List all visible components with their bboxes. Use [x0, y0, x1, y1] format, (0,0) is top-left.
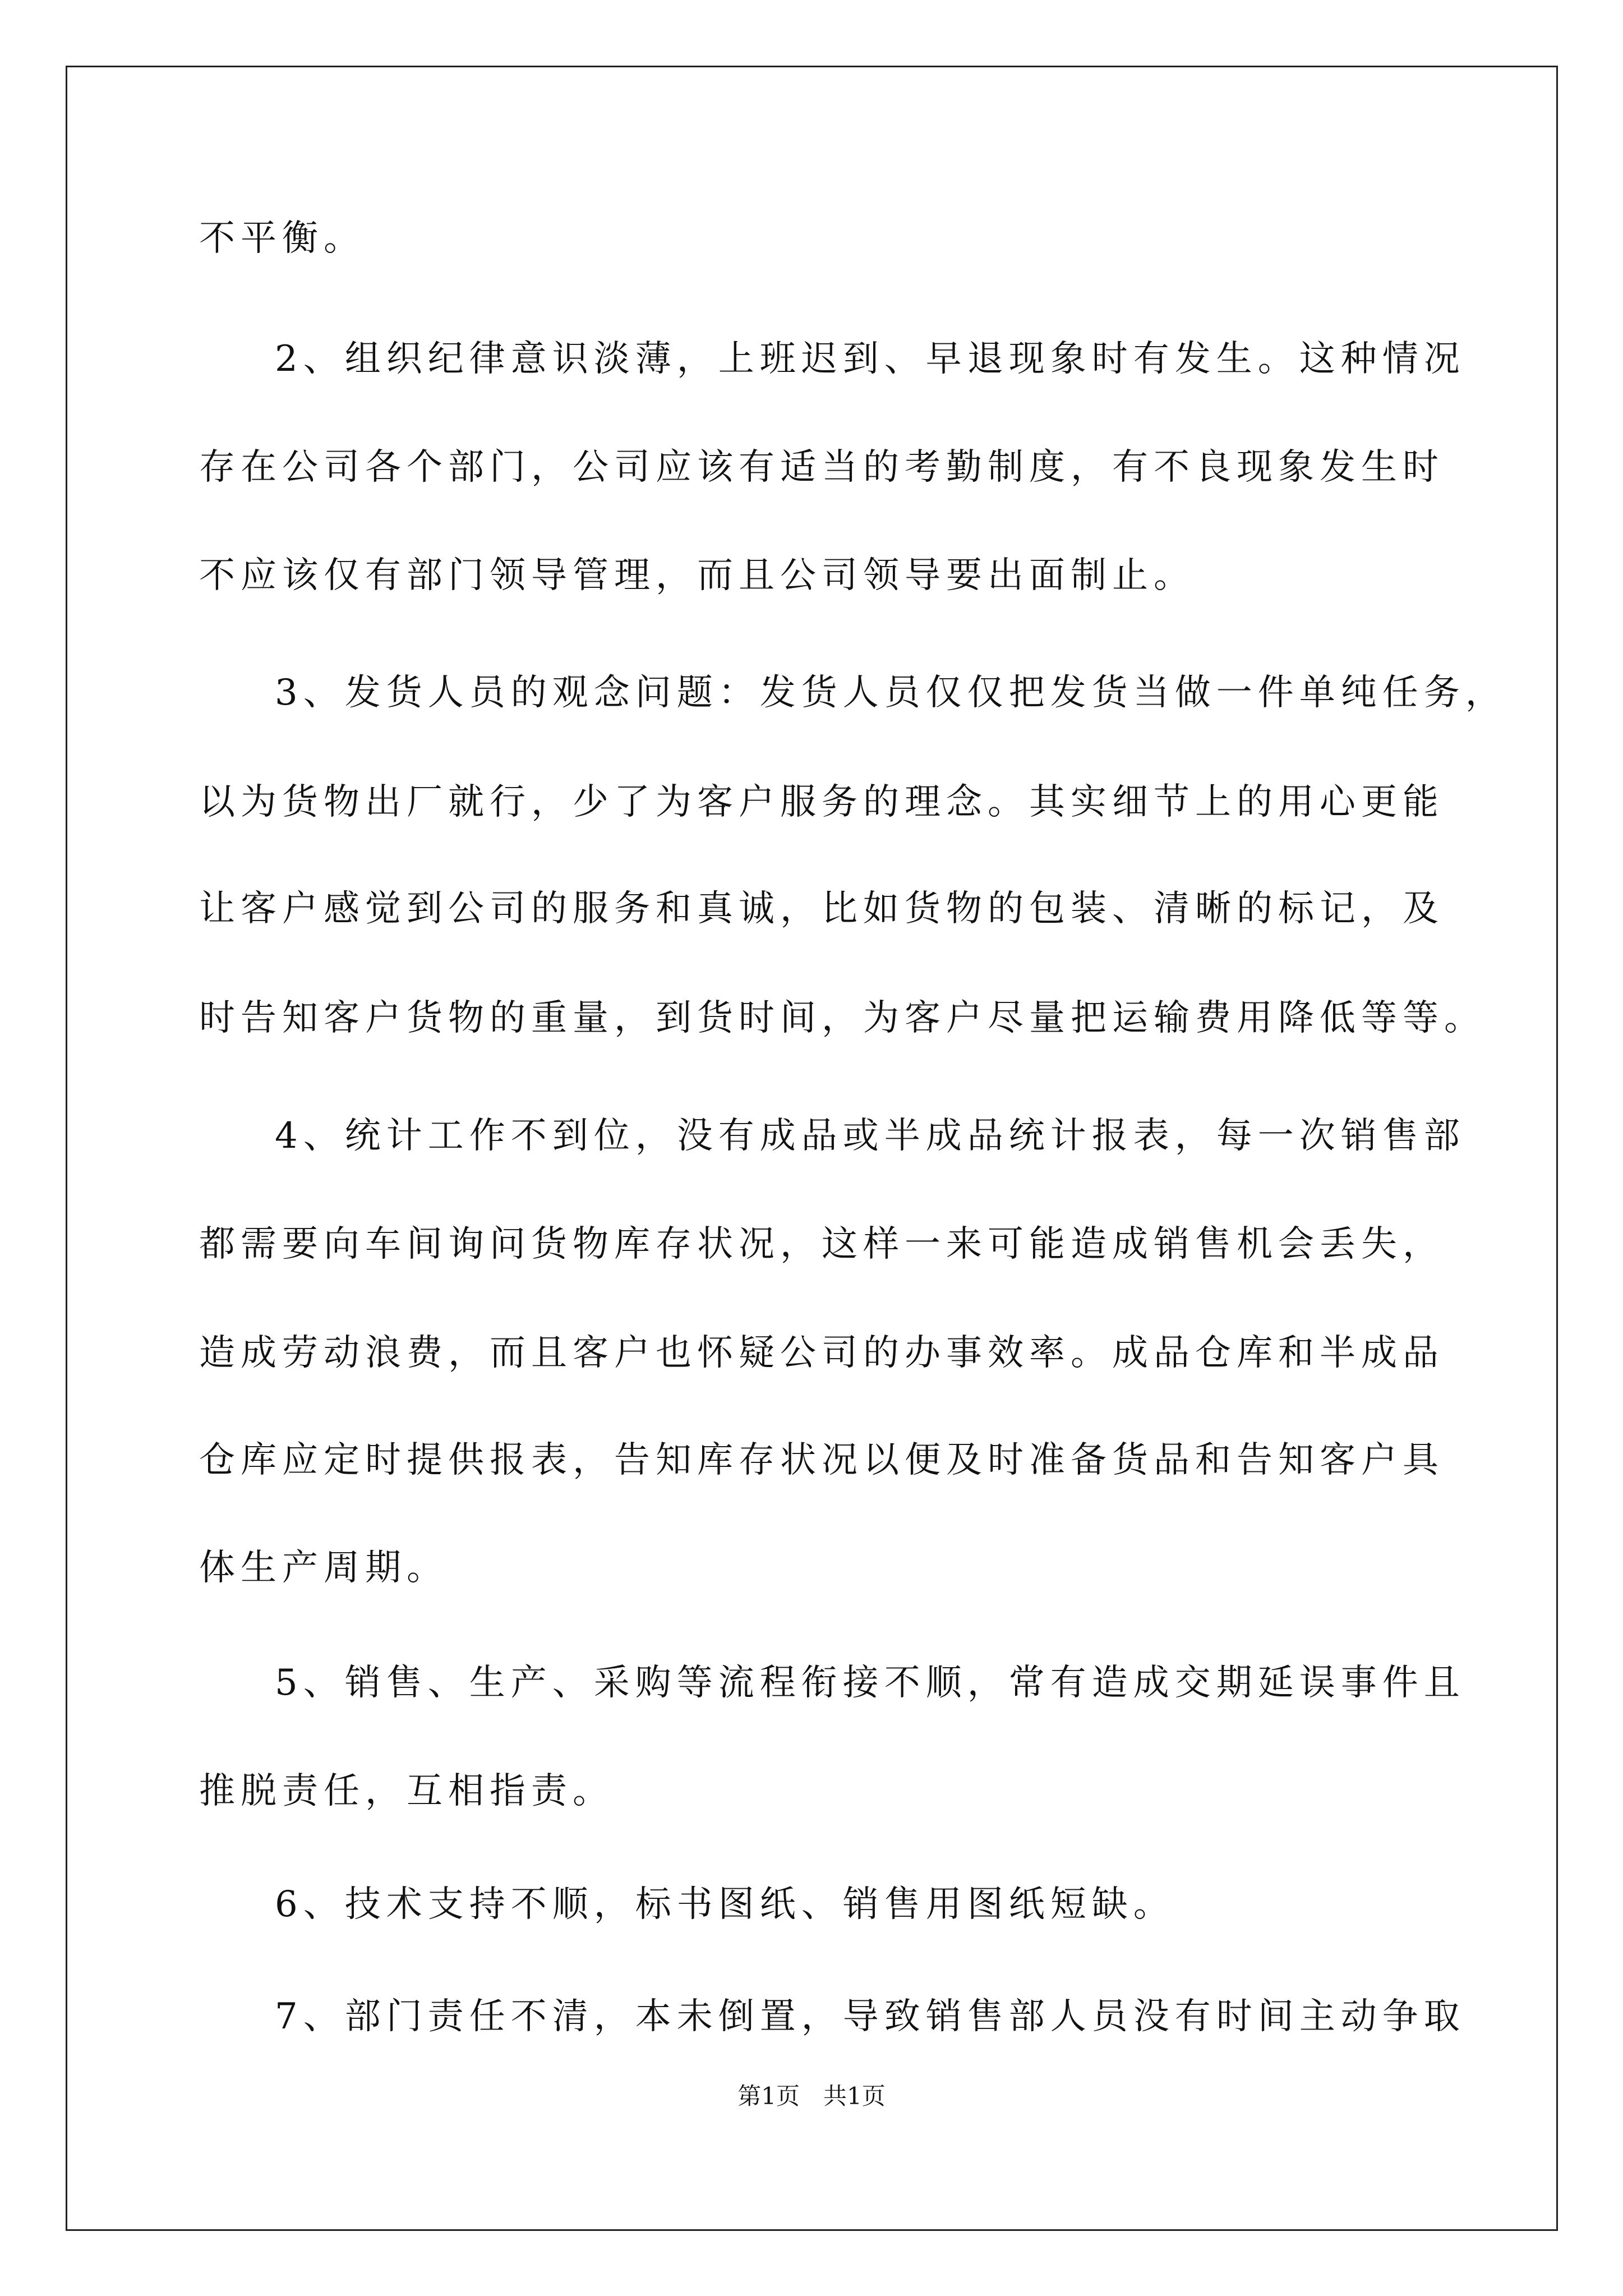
text-line: 体生产周期。: [199, 1547, 448, 1589]
text-line: 不平衡。: [199, 218, 365, 259]
text-line: 以为货物出厂就行，少了为客户服务的理念。其实细节上的用心更能: [199, 781, 1444, 823]
text-line: 仓库应定时提供报表，告知库存状况以便及时准备货品和告知客户具: [199, 1439, 1444, 1481]
text-line: 3、发货人员的观念问题：发货人员仅仅把发货当做一件单纯任务，: [275, 672, 1507, 714]
text-line: 推脱责任，互相指责。: [199, 1770, 614, 1812]
page-footer: 第1页 共1页: [737, 2082, 886, 2110]
text-line: 存在公司各个部门，公司应该有适当的考勤制度，有不良现象发生时: [199, 447, 1444, 488]
text-line: 7、部门责任不清，本未倒置，导致销售部人员没有时间主动争取: [275, 1996, 1465, 2037]
text-line: 6、技术支持不顺，标书图纸、销售用图纸短缺。: [275, 1884, 1175, 1925]
text-line: 让客户感觉到公司的服务和真诚，比如货物的包装、清晰的标记，及: [199, 888, 1444, 930]
text-line: 4、统计工作不到位，没有成品或半成品统计报表，每一次销售部: [275, 1115, 1465, 1157]
text-line: 都需要向车间询问货物库存状况，这样一来可能造成销售机会丢失，: [199, 1223, 1444, 1265]
text-line: 造成劳动浪费，而且客户也怀疑公司的办事效率。成品仓库和半成品: [199, 1332, 1444, 1374]
text-line: 5、销售、生产、采购等流程衔接不顺，常有造成交期延误事件且: [275, 1662, 1465, 1704]
text-line: 2、组织纪律意识淡薄，上班迟到、早退现象时有发生。这种情况: [275, 338, 1465, 380]
text-line: 不应该仅有部门领导管理，而且公司领导要出面制止。: [199, 555, 1195, 596]
text-line: 时告知客户货物的重量，到货时间，为客户尽量把运输费用降低等等。: [199, 997, 1486, 1039]
